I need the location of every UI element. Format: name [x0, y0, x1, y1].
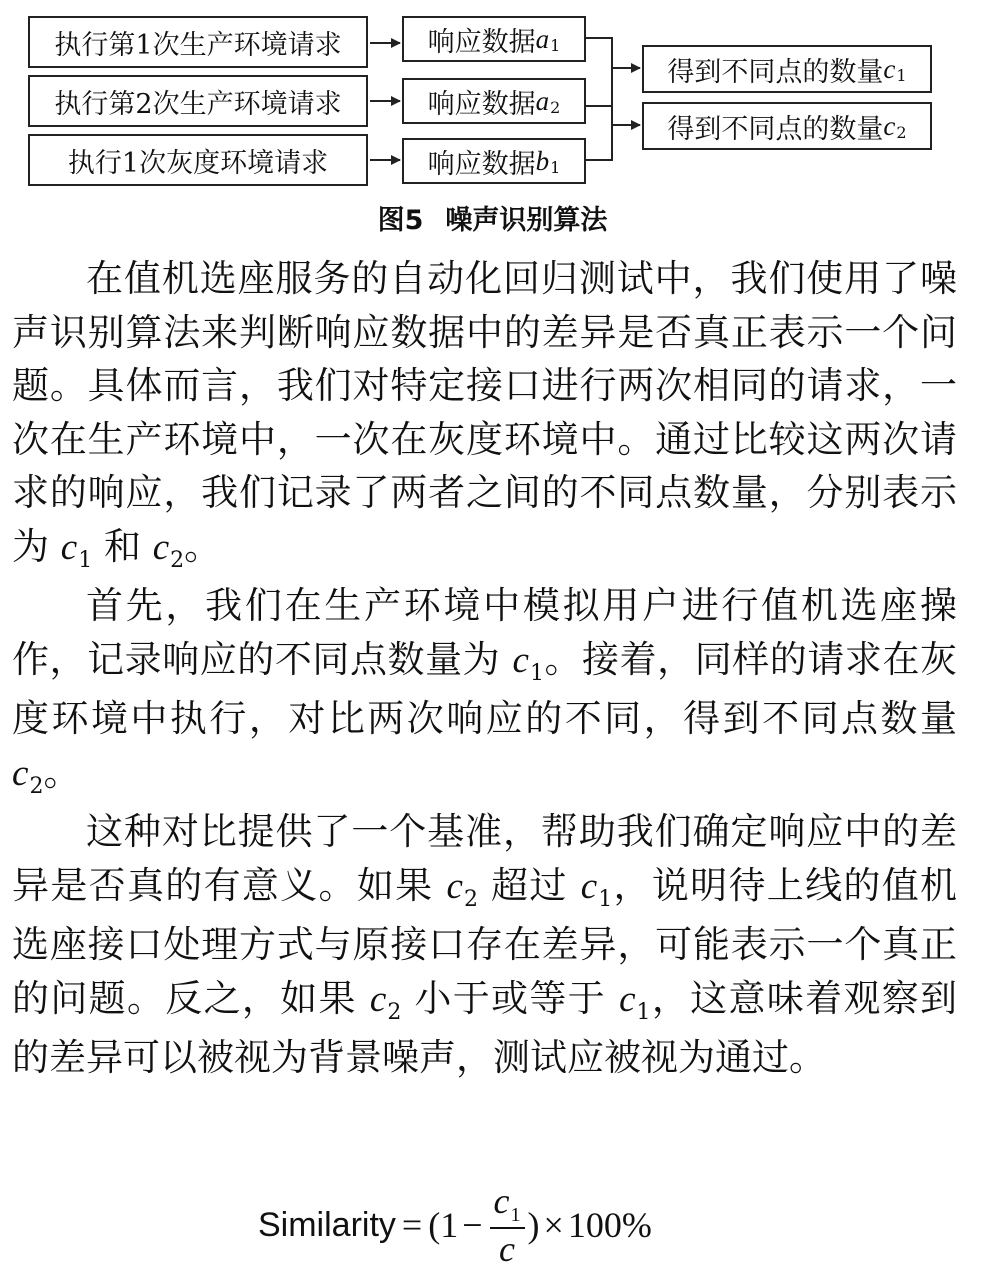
formula-word: Similarity: [258, 1205, 396, 1244]
response-box-a1: [402, 16, 586, 62]
fraction-numerator: [490, 1181, 525, 1229]
response-subscript: 1: [550, 157, 561, 177]
numerator-variable: c: [493, 1181, 510, 1221]
formula-equals: =: [401, 1205, 423, 1245]
paragraph: [12, 252, 957, 579]
inline-subscript: 2: [29, 773, 44, 799]
paragraph: [12, 805, 957, 1085]
figure-caption: [0, 198, 985, 237]
request-box-label: 执行第2次生产环境请求: [54, 88, 342, 120]
formula-percent: 100%: [567, 1205, 652, 1245]
inline-subscript: 1: [598, 886, 613, 912]
response-variable: a: [535, 23, 550, 54]
result-subscript: 1: [896, 65, 907, 85]
paragraph-text: 首先，我们在生产环境中模拟用户进行值机选座操作，记录响应的不同点数量为: [12, 584, 957, 681]
formula-minus: −: [462, 1205, 483, 1245]
response-box-label: 响应数据: [427, 26, 536, 58]
numerator-subscript: 1: [510, 1204, 521, 1226]
paragraph-text: 。接着，同样的请求在灰度环境中执行，对比两次响应的不同，得到不同点数量: [12, 637, 958, 740]
formula-times: ×: [543, 1205, 564, 1245]
formula-fraction: [490, 1181, 525, 1269]
fraction-denominator: c: [499, 1229, 516, 1269]
paragraph-text: 。: [184, 524, 222, 568]
inline-subscript: 1: [78, 547, 93, 573]
request-box-label: 执行第1次生产环境请求: [54, 29, 342, 61]
response-variable: b: [535, 145, 550, 176]
result-box-label: 得到不同点的数量: [667, 113, 884, 145]
figure-number: 图5: [377, 205, 424, 236]
inline-subscript: 2: [170, 547, 185, 573]
paragraph-text: 这种对比提供了一个基准，帮助我们确定响应中的差异是否真的有意义。如果: [12, 810, 957, 907]
inline-variable: c: [12, 752, 29, 794]
response-box-label: 响应数据: [427, 88, 536, 120]
result-box-label: 得到不同点的数量: [667, 56, 884, 88]
inline-variable: c: [60, 526, 78, 568]
inline-subscript: 2: [463, 886, 478, 912]
result-box-c1: [642, 45, 932, 93]
paragraph-text: ，说明待上线的值机选座接口处理方式与原接口存在差异，可能表示一个真正的问题。反之，如果: [12, 863, 958, 1020]
inline-variable: c: [369, 978, 387, 1020]
result-box-c2: [642, 102, 932, 150]
paragraph-text: 超过: [477, 863, 581, 907]
result-variable: c: [883, 110, 896, 141]
paragraph-text: ，这意味着观察到的差异可以被视为背景噪声，测试应被视为通过。: [12, 976, 958, 1079]
result-variable: c: [883, 53, 896, 84]
response-box-b1: [402, 138, 586, 184]
body-text: [12, 252, 957, 1085]
result-subscript: 2: [896, 122, 907, 142]
bracket-a2-b1: [586, 106, 612, 160]
formula-open-paren: (1: [428, 1205, 459, 1245]
inline-variable: c: [446, 865, 463, 907]
response-box-a2: [402, 78, 586, 124]
request-box-label: 执行1次灰度环境请求: [67, 147, 329, 179]
response-subscript: 2: [550, 97, 561, 117]
inline-variable: c: [580, 865, 598, 907]
inline-variable: c: [512, 639, 529, 681]
inline-variable: c: [152, 526, 170, 568]
inline-subscript: 1: [636, 999, 651, 1025]
formula-close-paren: ): [527, 1205, 540, 1245]
paragraph-text: 在值机选座服务的自动化回归测试中，我们使用了噪声识别算法来判断响应数据中的差异是否真正表示一个问题。具体而言，我们对特定接口进行两次相同的请求，一次在生产环境中，一次在灰度环境中。通过比较这两次请求的响应，我们记录了两者之间的不同点数量，分别表示为: [12, 257, 957, 568]
paragraph-text: 小于或等于: [401, 976, 620, 1020]
paragraph-text: 。: [43, 750, 81, 794]
bracket-a1-a2: [586, 38, 612, 106]
request-box-prod-1: [28, 16, 368, 68]
figure-title: 噪声识别算法: [445, 205, 608, 236]
request-box-prod-2: [28, 75, 368, 127]
inline-subscript: 1: [529, 660, 544, 686]
response-subscript: 1: [550, 35, 561, 55]
similarity-formula: [258, 1182, 652, 1268]
request-box-gray: [28, 134, 368, 186]
response-variable: a: [535, 85, 550, 116]
inline-subscript: 2: [387, 999, 402, 1025]
response-box-label: 响应数据: [427, 148, 536, 180]
paragraph: [12, 579, 957, 805]
paragraph-text: 和: [92, 524, 153, 568]
inline-variable: c: [619, 978, 636, 1020]
